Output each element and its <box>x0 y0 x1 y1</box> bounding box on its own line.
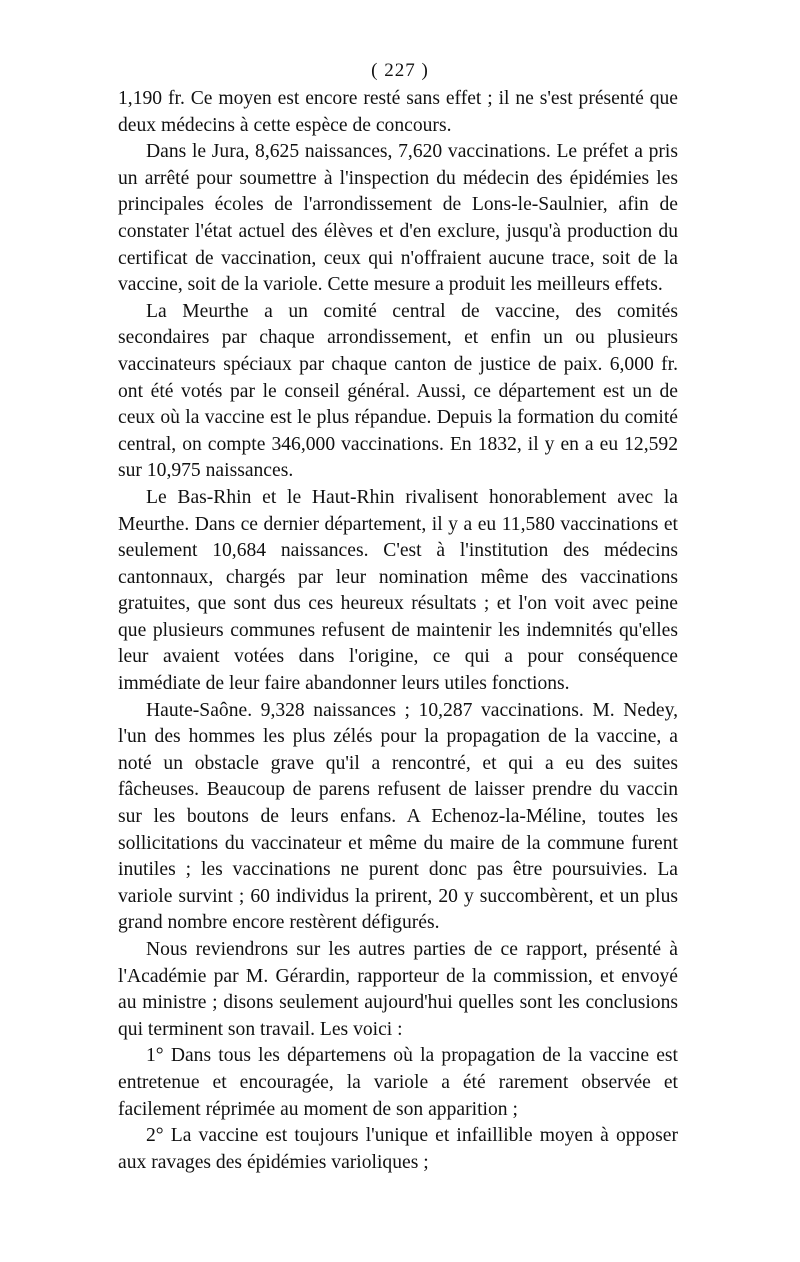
paragraph: La Meurthe a un comité central de vaccine, des comités secondaires par chaque arrondissement, et enfin un ou plusieurs vaccinateurs spéciaux par chaque canton de justice de paix. 6,000 fr. ont été votés par le conseil général. Aussi, ce département est un de ceux où la vaccine est le plus répandue. Depuis la formation du comité central, on compte 346,000 vaccinations. En 1832, il y en a eu 12,592 sur 10,975 naissances. <box>118 300 678 482</box>
paragraph: 1,190 fr. Ce moyen est encore resté sans effet ; il ne s'est présenté que deux médecins à cette espèce de concours. <box>118 88 678 136</box>
page-number: ( 227 ) <box>371 60 429 81</box>
paragraph: Dans le Jura, 8,625 naissances, 7,620 vaccinations. Le préfet a pris un arrêté pour soumettre à l'inspection du médecin des épidémies les principales écoles de l'arrondissement de Lons-le-Saulnier, afin de constater l'état actuel des élèves et d'en exclure, jusqu'à production du certificat de vaccination, ceux qui n'offraient aucune trace, soit de la vaccine, soit de la variole. Cette mesure a produit les meilleurs effets. <box>118 141 678 296</box>
paragraph: Nous reviendrons sur les autres parties de ce rapport, présenté à l'Académie par M. Gérardin, rapporteur de la commission, et envoyé au ministre ; disons seulement aujourd'hui quelles sont les conclusions qui terminent son travail. Les voici : <box>118 939 678 1040</box>
body-text <box>118 86 678 1176</box>
paragraph: Le Bas-Rhin et le Haut-Rhin rivalisent honorablement avec la Meurthe. Dans ce dernier département, il y a eu 11,580 vaccinations et seulement 10,684 naissances. C'est à l'institution des médecins cantonnaux, chargés par leur nomination même des vaccinations gratuites, que sont dus ces heureux résultats ; et l'on voit avec peine que plusieurs communes refusent de maintenir les indemnités qu'elles leur avaient votées dans l'origine, ce qui a pour conséquence immédiate de leur faire abandonner leurs utiles fonctions. <box>118 486 678 695</box>
paragraph: Haute-Saône. 9,328 naissances ; 10,287 vaccinations. M. Nedey, l'un des hommes les plus zélés pour la propagation de la vaccine, a noté un obstacle grave qu'il a rencontré, et qui a eu des suites fâcheuses. Beaucoup de parens refusent de laisser prendre du vaccin sur les boutons de leurs enfans. A Echenoz-la-Méline, toutes les sollicitations du vaccinateur et même du maire de la commune furent inutiles ; les vaccinations ne purent donc pas être poursuivies. La variole survint ; 60 individus la prirent, 20 y succombèrent, et un plus grand nombre encore restèrent défigurés. <box>118 699 678 934</box>
paragraph: 1° Dans tous les départemens où la propagation de la vaccine est entretenue et encouragée, la variole a été rarement observée et facilement réprimée au moment de son apparition ; <box>118 1045 678 1120</box>
paragraph: 2° La vaccine est toujours l'unique et infaillible moyen à opposer aux ravages des épidémies varioliques ; <box>118 1125 678 1173</box>
